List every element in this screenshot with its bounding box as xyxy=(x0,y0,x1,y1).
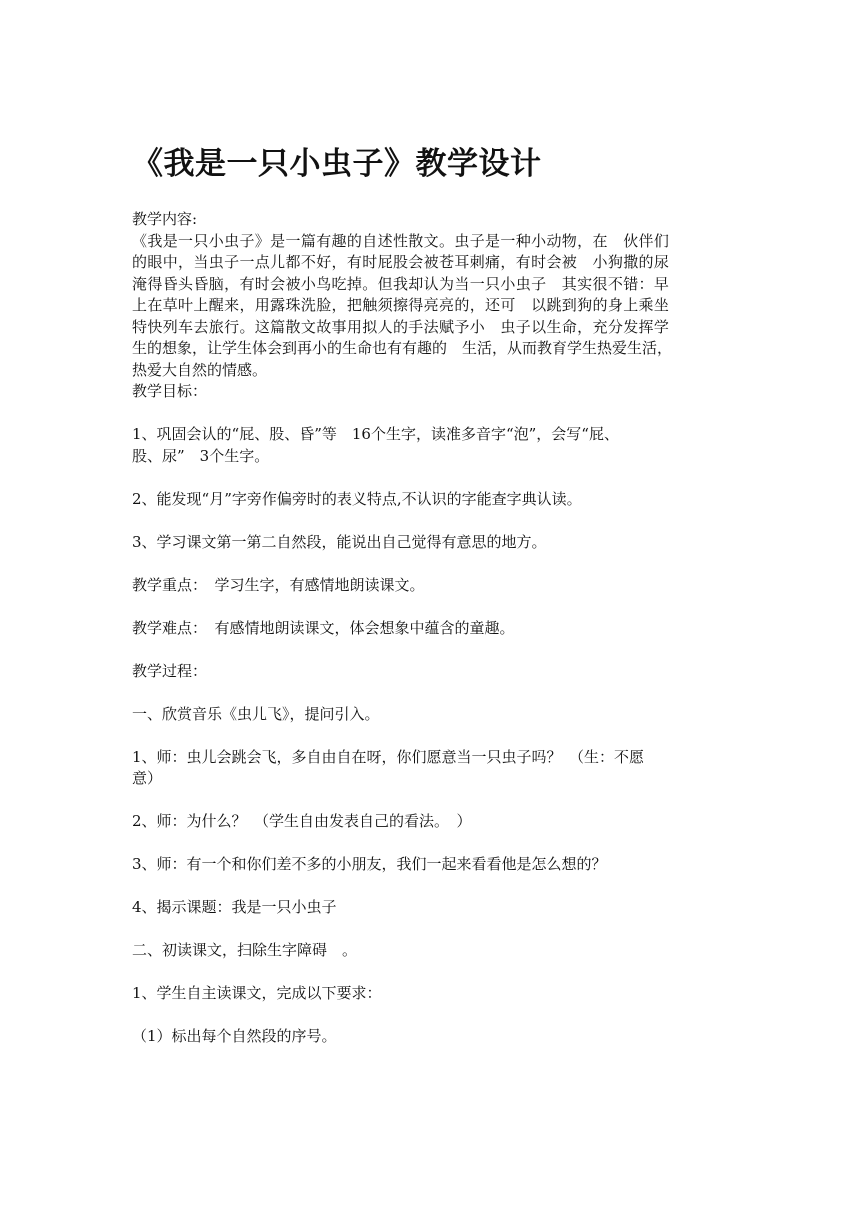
content-paragraph-line: 特快列车去旅行。这篇散文故事用拟人的手法赋予小 虫子以生命，充分发挥学 xyxy=(132,317,670,336)
blank-line xyxy=(132,962,732,984)
goal-item: 3、学习课文第一第二自然段，能说出自己觉得有意思的地方。 xyxy=(132,532,547,551)
step-item: 意） xyxy=(132,769,163,787)
content-heading: 教学内容: xyxy=(132,210,198,228)
section-heading: 一、欣赏音乐《虫儿飞》，提问引入。 xyxy=(132,704,380,723)
step-item: 1、师：虫儿会跳会飞，多自由自在呀，你们愿意当一只虫子吗？ （生：不愿 xyxy=(132,747,645,766)
document-title: 《我是一只小虫子》教学设计 xyxy=(132,146,542,182)
blank-line xyxy=(132,510,732,532)
difficulty: 教学难点： 有感情地朗读课文，体会想象中蕴含的童趣。 xyxy=(132,618,515,637)
blank-line xyxy=(132,790,732,812)
sub-step-item: （1）标出每个自然段的序号。 xyxy=(132,1027,337,1045)
document-body xyxy=(132,209,732,1048)
content-paragraph-line: 热爱大自然的情感。 xyxy=(132,360,268,379)
goal-item: 1、巩固会认的“屁、股、昏”等 16个生字，读准多音字“泡”，会写“屁、 xyxy=(132,425,619,443)
step-item: 3、师：有一个和你们差不多的小朋友，我们一起来看看他是怎么想的？ xyxy=(132,855,607,873)
blank-line xyxy=(132,876,732,898)
blank-line xyxy=(132,403,732,425)
process-heading: 教学过程： xyxy=(132,661,208,680)
content-paragraph-line: 生的想象，让学生体会到再小的生命也有有趣的 生活，从而教育学生热爱生活， xyxy=(132,339,673,357)
step-item: 4、揭示课题：我是一只小虫子 xyxy=(132,898,337,916)
section-heading: 二、初读课文，扫除生字障碍 。 xyxy=(132,941,358,959)
goal-item: 股、尿” 3个生字。 xyxy=(132,446,270,465)
blank-line xyxy=(132,682,732,704)
blank-line xyxy=(132,1005,732,1027)
content-paragraph-line: 淹得昏头昏脑，有时会被小鸟吃掉。但我却认为当一只小虫子 其实很不错：早 xyxy=(132,274,670,293)
blank-line xyxy=(132,553,732,575)
key-point: 教学重点： 学习生字，有感情地朗读课文。 xyxy=(132,575,425,594)
content-paragraph-line: 《我是一只小虫子》是一篇有趣的自述性散文。虫子是一种小动物，在 伙伴们 xyxy=(132,231,670,250)
step-item: 1、学生自主读课文，完成以下要求： xyxy=(132,984,382,1002)
blank-line xyxy=(132,919,732,941)
goals-heading: 教学目标： xyxy=(132,382,208,400)
content-paragraph-line: 的眼中，当虫子一点儿都不好，有时屁股会被苍耳刺痛，有时会被 小狗撒的尿 xyxy=(132,253,670,271)
blank-line xyxy=(132,596,732,618)
blank-line xyxy=(132,725,732,747)
blank-line xyxy=(132,639,732,661)
blank-line xyxy=(132,833,732,855)
blank-line xyxy=(132,467,732,489)
goal-item: 2、能发现“月”字旁作偏旁时的表义特点,不认识的字能查字典认读。 xyxy=(132,489,582,508)
content-paragraph-line: 上在草叶上醒来，用露珠洗脸，把触须擦得亮亮的，还可 以跳到狗的身上乘坐 xyxy=(132,296,670,314)
step-item: 2、师：为什么？ （学生自由发表自己的看法。 ） xyxy=(132,812,472,830)
